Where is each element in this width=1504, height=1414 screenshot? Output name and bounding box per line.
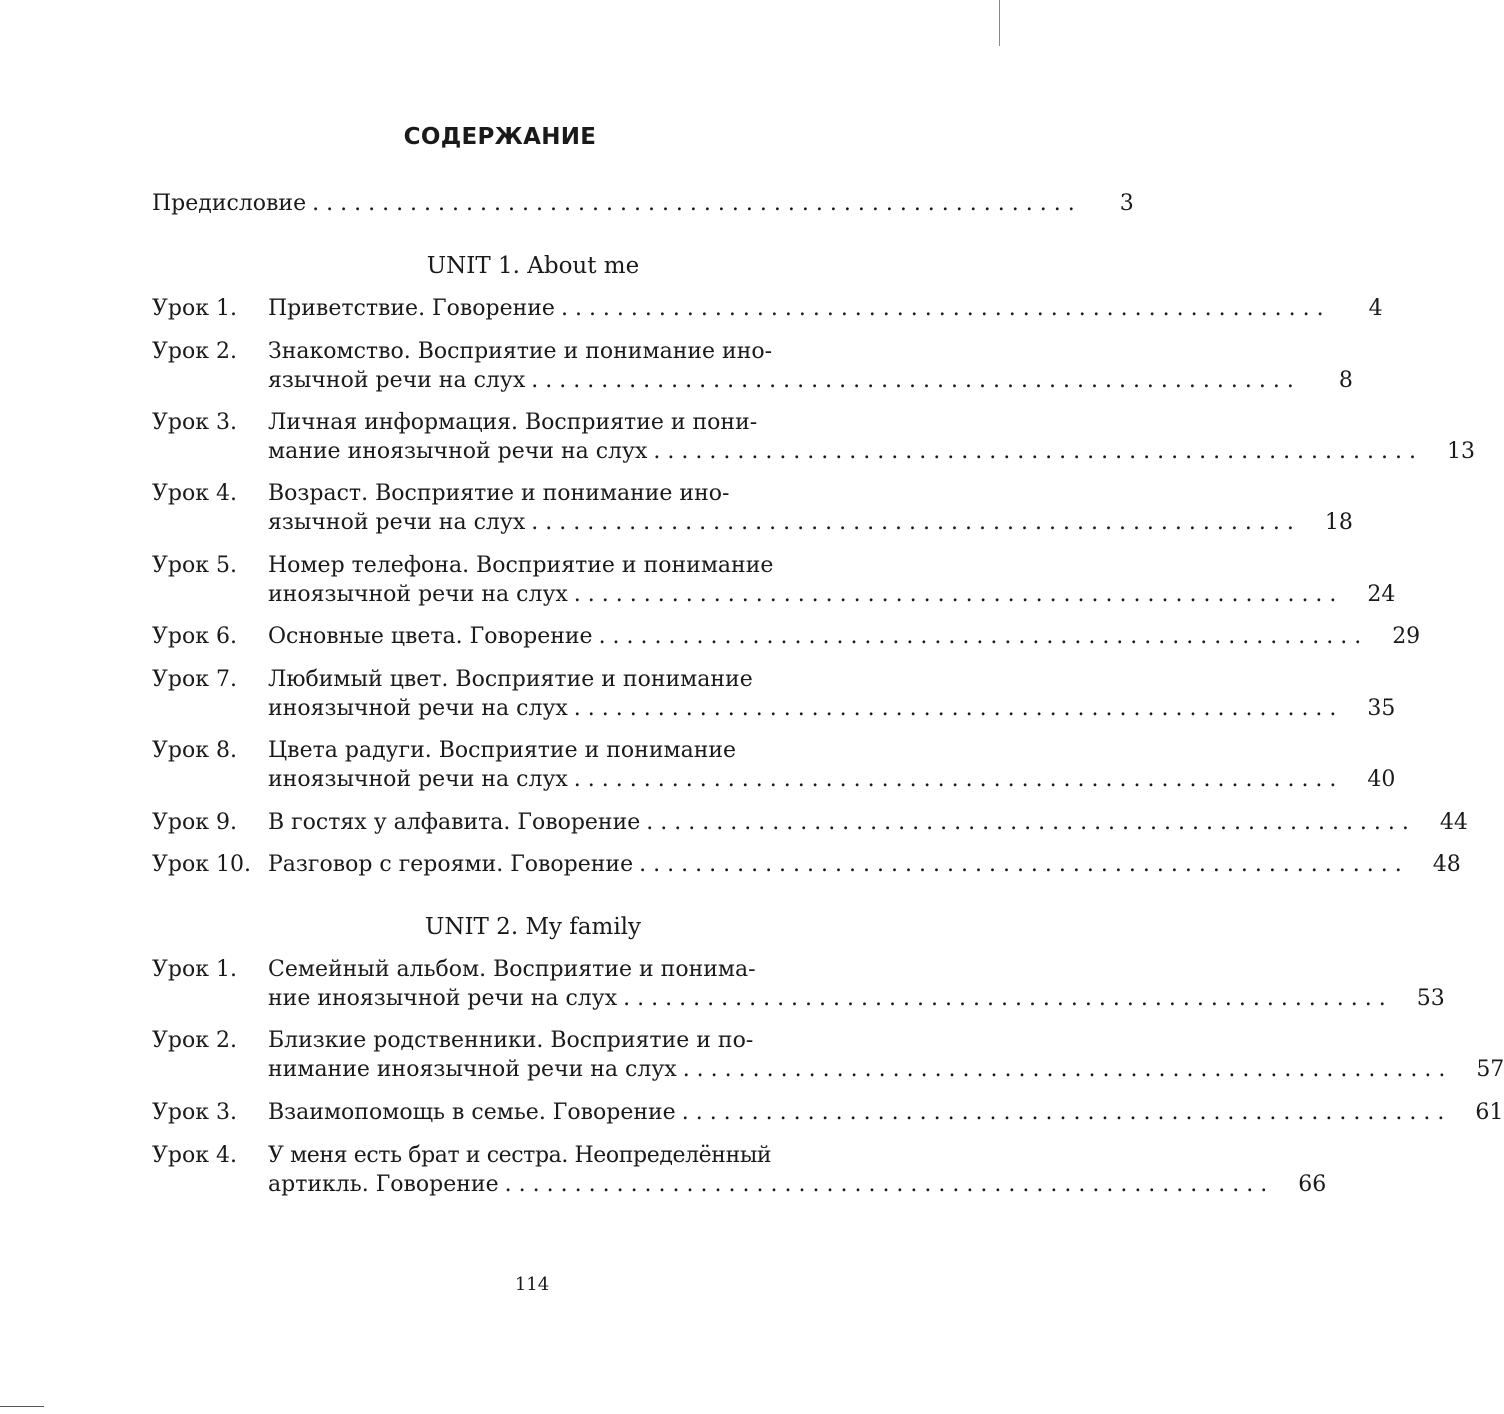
toc-entry — [152, 1098, 1504, 1128]
page-number: 44 — [1439, 810, 1468, 835]
entry-title-line: язычной речи на слух — [268, 510, 526, 535]
entry-title-line: иноязычной речи на слух — [268, 696, 568, 721]
entry-title-line: Цвета радуги. Восприятие и понимание — [268, 738, 737, 763]
lesson-label: Урок 8. — [152, 738, 237, 763]
leader-dots: ....................................................... — [573, 582, 1344, 607]
entry-title-line: У меня есть брат и сестра. Неопределённый — [268, 1143, 772, 1168]
leader-dots: ....................................................... — [646, 810, 1416, 835]
toc-entry-continued — [152, 984, 1445, 1014]
page-number: 13 — [1447, 439, 1475, 464]
page-number: 35 — [1367, 696, 1396, 721]
leader-dots: ....................................................... — [531, 368, 1301, 393]
entry-title: Взаимопомощь в семье. Говорение — [268, 1100, 676, 1125]
leader-dots: ....................................................... — [560, 296, 1331, 321]
entry-title-line: Близкие родственники. Восприятие и по- — [268, 1028, 754, 1053]
entry-title: Разговор с героями. Говорение — [268, 852, 634, 877]
page-number: 66 — [1298, 1172, 1327, 1197]
lesson-label: Урок 10. — [152, 852, 251, 877]
entry-title-line: Любимый цвет. Восприятие и понимание — [268, 667, 753, 692]
entry-title: В гостях у алфавита. Говорение — [268, 810, 641, 835]
leader-dots: ....................................................... — [598, 624, 1369, 649]
lesson-label: Урок 5. — [152, 553, 237, 578]
entry-title-line: Номер телефона. Восприятие и понимание — [268, 553, 774, 578]
leader-dots: ....................................................... — [623, 986, 1393, 1011]
lesson-label: Урок 2. — [152, 339, 237, 364]
page-number: 8 — [1338, 368, 1353, 393]
leader-dots: ....................................................... — [504, 1172, 1275, 1197]
lesson-label: Урок 2. — [152, 1028, 237, 1053]
toc-entry-continued — [152, 1170, 1327, 1200]
lesson-label: Урок 3. — [152, 410, 237, 435]
leader-dots: ....................................................... — [682, 1057, 1453, 1082]
entry-title-line: Семейный альбом. Восприятие и понима- — [268, 957, 756, 982]
entry-title-line: Знакомство. Восприятие и понимание ино- — [268, 339, 773, 364]
toc-entry — [152, 337, 914, 367]
lesson-label: Урок 7. — [152, 667, 237, 692]
leader-dots: ....................................................... — [681, 1100, 1452, 1125]
lesson-label: Урок 9. — [152, 810, 237, 835]
toc-entry-continued — [152, 694, 1396, 724]
entry-title-line: Возраст. Восприятие и понимание ино- — [268, 481, 730, 506]
lesson-label: Урок 1. — [152, 957, 237, 982]
entry-title-line: иноязычной речи на слух — [268, 582, 568, 607]
toc-entry — [152, 736, 914, 766]
toc-entry-continued — [152, 580, 1396, 610]
toc-entry — [152, 808, 1468, 838]
leader-dots: ....................................................... — [573, 767, 1344, 792]
toc-entry — [152, 479, 914, 509]
entry-title-line: иноязычной речи на слух — [268, 767, 568, 792]
entry-title: Предисловие — [152, 191, 307, 216]
leader-dots: ....................................................... — [312, 191, 1082, 216]
page-number: 40 — [1367, 767, 1396, 792]
lesson-label: Урок 3. — [152, 1100, 237, 1125]
toc-entry — [152, 1026, 914, 1056]
toc-entry-continued — [152, 437, 1475, 467]
leader-dots: ....................................................... — [573, 696, 1344, 721]
leader-dots: ....................................................... — [653, 439, 1423, 464]
page-number: 61 — [1475, 1100, 1504, 1125]
leader-dots: ....................................................... — [639, 852, 1409, 877]
page-edge-mark — [0, 1406, 44, 1407]
page-number: 29 — [1392, 624, 1421, 649]
page-edge-mark — [999, 0, 1000, 46]
entry-title-line: язычной речи на слух — [268, 368, 526, 393]
toc-entry — [152, 850, 1461, 880]
toc-entry-continued — [152, 765, 1396, 795]
page-number: 24 — [1367, 582, 1396, 607]
entry-title-line: мание иноязычной речи на слух — [268, 439, 648, 464]
toc-title: СОДЕРЖАНИЕ — [403, 124, 597, 150]
entry-title-line: нимание иноязычной речи на слух — [268, 1057, 677, 1082]
page-number: 4 — [1368, 296, 1383, 321]
toc-entry — [152, 551, 914, 581]
page-number: 3 — [1119, 191, 1134, 216]
entry-title: Приветствие. Говорение — [268, 296, 555, 321]
entry-title-line: ние иноязычной речи на слух — [268, 986, 618, 1011]
entry-title: Основные цвета. Говорение — [268, 624, 593, 649]
toc-entry-continued — [152, 1055, 1504, 1085]
toc-entry — [152, 408, 914, 438]
folio-page-number: 114 — [514, 1274, 550, 1295]
entry-title-line: Личная информация. Восприятие и пони- — [268, 410, 758, 435]
entry-title-line: артикль. Говорение — [268, 1172, 499, 1197]
lesson-label: Урок 4. — [152, 481, 237, 506]
toc-entry — [152, 1141, 914, 1171]
lesson-label: Урок 1. — [152, 296, 237, 321]
leader-dots: ....................................................... — [531, 510, 1301, 535]
page-number: 18 — [1324, 510, 1353, 535]
lesson-label: Урок 6. — [152, 624, 237, 649]
toc-entry-preface — [152, 189, 1134, 219]
unit-heading: UNIT 1. About me — [426, 253, 640, 279]
page-number: 53 — [1416, 986, 1445, 1011]
toc-entry-continued — [152, 366, 1353, 396]
toc-entry — [152, 955, 914, 985]
toc-entry — [152, 622, 1421, 652]
toc-entry — [152, 665, 914, 695]
toc-entry — [152, 294, 1383, 324]
lesson-label: Урок 4. — [152, 1143, 237, 1168]
page-number: 48 — [1432, 852, 1461, 877]
toc-entry-continued — [152, 508, 1353, 538]
page-number: 57 — [1476, 1057, 1504, 1082]
unit-heading: UNIT 2. My family — [424, 914, 642, 940]
